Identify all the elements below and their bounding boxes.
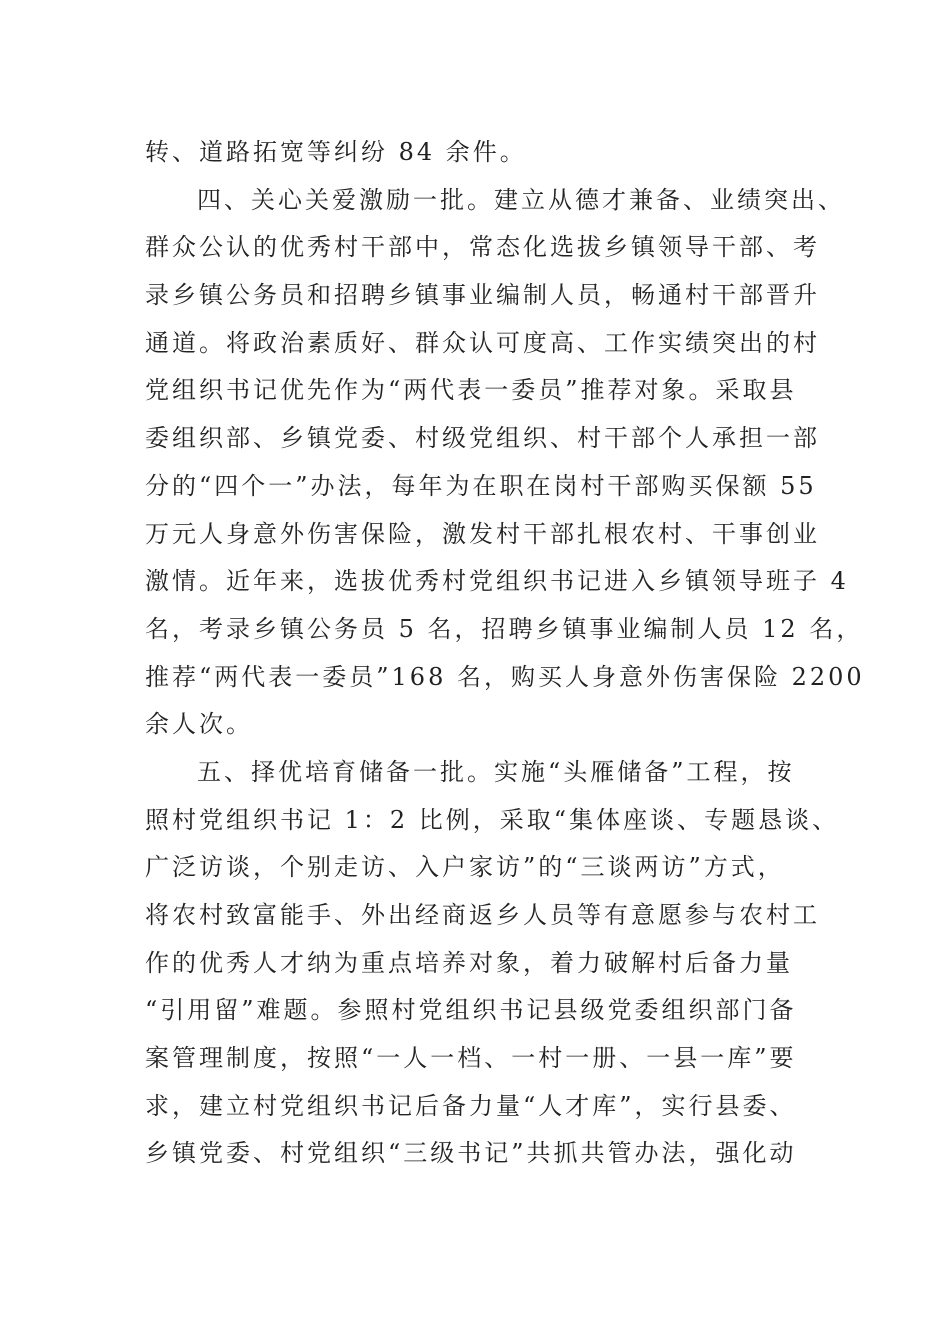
text-line: “引用留”难题。参照村党组织书记县级党委组织部门备 xyxy=(145,996,797,1025)
paragraph-heading-5: 五、择优培育储备一批。实施“头雁储备”工程，按 xyxy=(197,757,795,786)
text-line: 群众公认的优秀村干部中，常态化选拔乡镇领导干部、考 xyxy=(145,233,820,262)
text-line: 作的优秀人才纳为重点培养对象，着力破解村后备力量 xyxy=(145,948,793,977)
text-line: 分的“四个一”办法，每年为在职在岗村干部购买保额 55 xyxy=(145,471,817,500)
text-line: 推荐“两代表一委员”168 名，购买人身意外伤害保险 2200 xyxy=(145,662,865,691)
text-line: 转、道路拓宽等纠纷 84 余件。 xyxy=(145,138,527,166)
text-line: 委组织部、乡镇党委、村级党组织、村干部个人承担一部 xyxy=(145,424,820,453)
text-line: 乡镇党委、村党组织“三级书记”共抓共管办法，强化动 xyxy=(145,1139,797,1168)
text-line: 广泛访谈，个别走访、入户家访”的“三谈两访”方式， xyxy=(145,853,785,882)
text-line: 录乡镇公务员和招聘乡镇事业编制人员，畅通村干部晋升 xyxy=(145,281,820,310)
text-line: 激情。近年来，选拔优秀村党组织书记进入乡镇领导班子 4 xyxy=(145,567,849,596)
text-line: 案管理制度，按照“一人一档、一村一册、一县一库”要 xyxy=(145,1044,797,1073)
text-line: 余人次。 xyxy=(145,710,253,739)
document-body xyxy=(145,129,865,1178)
text-line: 万元人身意外伤害保险，激发村干部扎根农村、干事创业 xyxy=(145,519,820,548)
paragraph-heading-4: 四、关心关爱激励一批。建立从德才兼备、业绩突出、 xyxy=(197,185,845,214)
text-line: 通道。将政治素质好、群众认可度高、工作实绩突出的村 xyxy=(145,328,820,357)
text-line: 照村党组织书记 1：2 比例，采取“集体座谈、专题恳谈、 xyxy=(145,805,840,834)
text-line: 求，建立村党组织书记后备力量“人才库”，实行县委、 xyxy=(145,1091,797,1120)
text-line: 将农村致富能手、外出经商返乡人员等有意愿参与农村工 xyxy=(145,901,820,929)
text-line: 党组织书记优先作为“两代表一委员”推荐对象。采取县 xyxy=(145,376,797,405)
text-line: 名，考录乡镇公务员 5 名，招聘乡镇事业编制人员 12 名， xyxy=(145,614,864,643)
